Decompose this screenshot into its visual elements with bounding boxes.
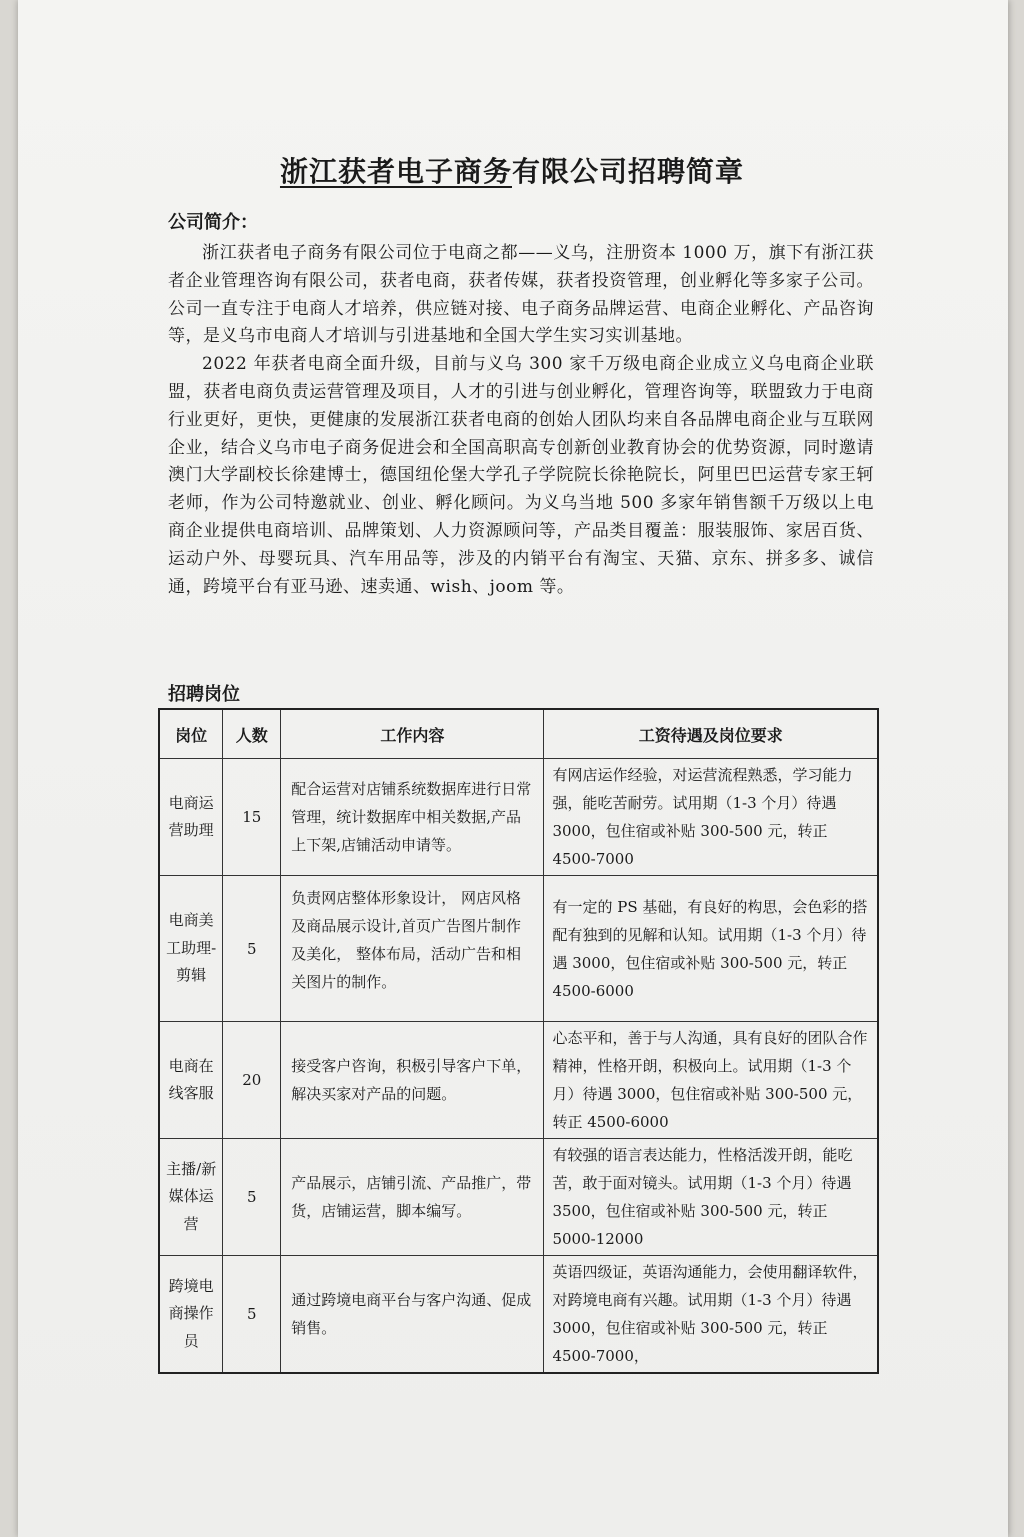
requirements-cell: 心态平和，善于与人沟通，具有良好的团队合作精神，性格开朗，积极向上。试用期（1-3 个月）待遇 3000，包住宿或补贴 300-500 元，转正 4500-6000 (544, 1022, 878, 1139)
intro-paragraph-1: 浙江获者电子商务有限公司位于电商之都——义乌，注册资本 1000 万，旗下有浙江获者企业管理咨询有限公司，获者电商，获者传媒，获者投资管理，创业孵化等多家子公司。公司一直专注于电商人才培养，供应链对接、电子商务品牌运营、电商企业孵化、产品咨询等，是义乌市电商人才培训与引进基地和全国大学生实习实训基地。 (168, 243, 874, 347)
table-row (159, 1256, 878, 1374)
intro-text (168, 240, 874, 601)
jobs-heading: 招聘岗位 (168, 684, 240, 705)
title-underlined-part: 浙江获者电子商务 (279, 155, 512, 188)
requirements-cell: 有较强的语言表达能力，性格活泼开朗，能吃苦，敢于面对镜头。试用期（1-3 个月）待遇 3500，包住宿或补贴 300-500 元，转正 5000-12000 (544, 1139, 878, 1256)
page-title (0, 150, 1024, 190)
requirements-cell: 英语四级证，英语沟通能力，会使用翻译软件，对跨境电商有兴趣。试用期（1-3 个月）待遇 3000，包住宿或补贴 300-500 元，转正 4500-7000， (544, 1256, 878, 1374)
jobs-table (158, 708, 879, 1374)
requirements-cell: 有一定的 PS 基础，有良好的构思，会色彩的搭配有独到的见解和认知。试用期（1-3 个月）待遇 3000，包住宿或补贴 300-500 元，转正 4500-6000 (544, 876, 878, 1022)
content-cell: 负责网店整体形象设计， 网店风格及商品展示设计,首页广告图片制作及美化， 整体布局，活动广告和相关图片的制作。 (281, 876, 544, 1022)
content-cell: 通过跨境电商平台与客户沟通、促成销售。 (281, 1256, 544, 1374)
content-cell: 接受客户咨询，积极引导客户下单，解决买家对产品的问题。 (281, 1022, 544, 1139)
header-requirements: 工资待遇及岗位要求 (544, 709, 878, 759)
count-cell: 5 (223, 876, 281, 1022)
intro-paragraph-2: 2022 年获者电商全面升级，目前与义乌 300 家千万级电商企业成立义乌电商企业联盟，获者电商负责运营管理及项目，人才的引进与创业孵化，管理咨询等，联盟致力于电商行业更好，更快，更健康的发展浙江获者电商的创始人团队均来自各品牌电商企业与互联网企业，结合义乌市电子商务促进会和全国高职高专创新创业教育协会的优势资源，同时邀请澳门大学副校长徐建博士，德国纽伦堡大学孔子学院院长徐艳院长，阿里巴巴运营专家王轲老师，作为公司特邀就业、创业、孵化顾问。为义乌当地 500 多家年销售额千万级以上电商企业提供电商培训、品牌策划、人力资源顾问等，产品类目覆盖：服装服饰、家居百货、运动户外、母婴玩具、汽车用品等，涉及的内销平台有淘宝、天猫、京东、拼多多、诚信通，跨境平台有亚马逊、速卖通、wish、joom 等。 (168, 354, 874, 597)
table-row (159, 759, 878, 876)
count-cell: 5 (223, 1256, 281, 1374)
table-header-row (159, 709, 878, 759)
table-row (159, 1022, 878, 1139)
content-cell: 配合运营对店铺系统数据库进行日常管理，统计数据库中相关数据,产品上下架,店铺活动申请等。 (281, 759, 544, 876)
count-cell: 5 (223, 1139, 281, 1256)
header-position: 岗位 (159, 709, 223, 759)
position-cell: 电商运营助理 (159, 759, 223, 876)
position-cell: 主播/新媒体运营 (159, 1139, 223, 1256)
position-cell: 电商美工助理-剪辑 (159, 876, 223, 1022)
count-cell: 20 (223, 1022, 281, 1139)
intro-heading: 公司简介： (168, 212, 258, 233)
position-cell: 电商在线客服 (159, 1022, 223, 1139)
header-count: 人数 (223, 709, 281, 759)
table-row (159, 876, 878, 1022)
header-content: 工作内容 (281, 709, 544, 759)
title-rest-part: 有限公司招聘简章 (512, 155, 745, 188)
content-cell: 产品展示，店铺引流、产品推广，带货，店铺运营，脚本编写。 (281, 1139, 544, 1256)
table-row (159, 1139, 878, 1256)
position-cell: 跨境电商操作员 (159, 1256, 223, 1374)
requirements-cell: 有网店运作经验，对运营流程熟悉，学习能力强，能吃苦耐劳。试用期（1-3 个月）待遇 3000，包住宿或补贴 300-500 元，转正 4500-7000 (544, 759, 878, 876)
count-cell: 15 (223, 759, 281, 876)
